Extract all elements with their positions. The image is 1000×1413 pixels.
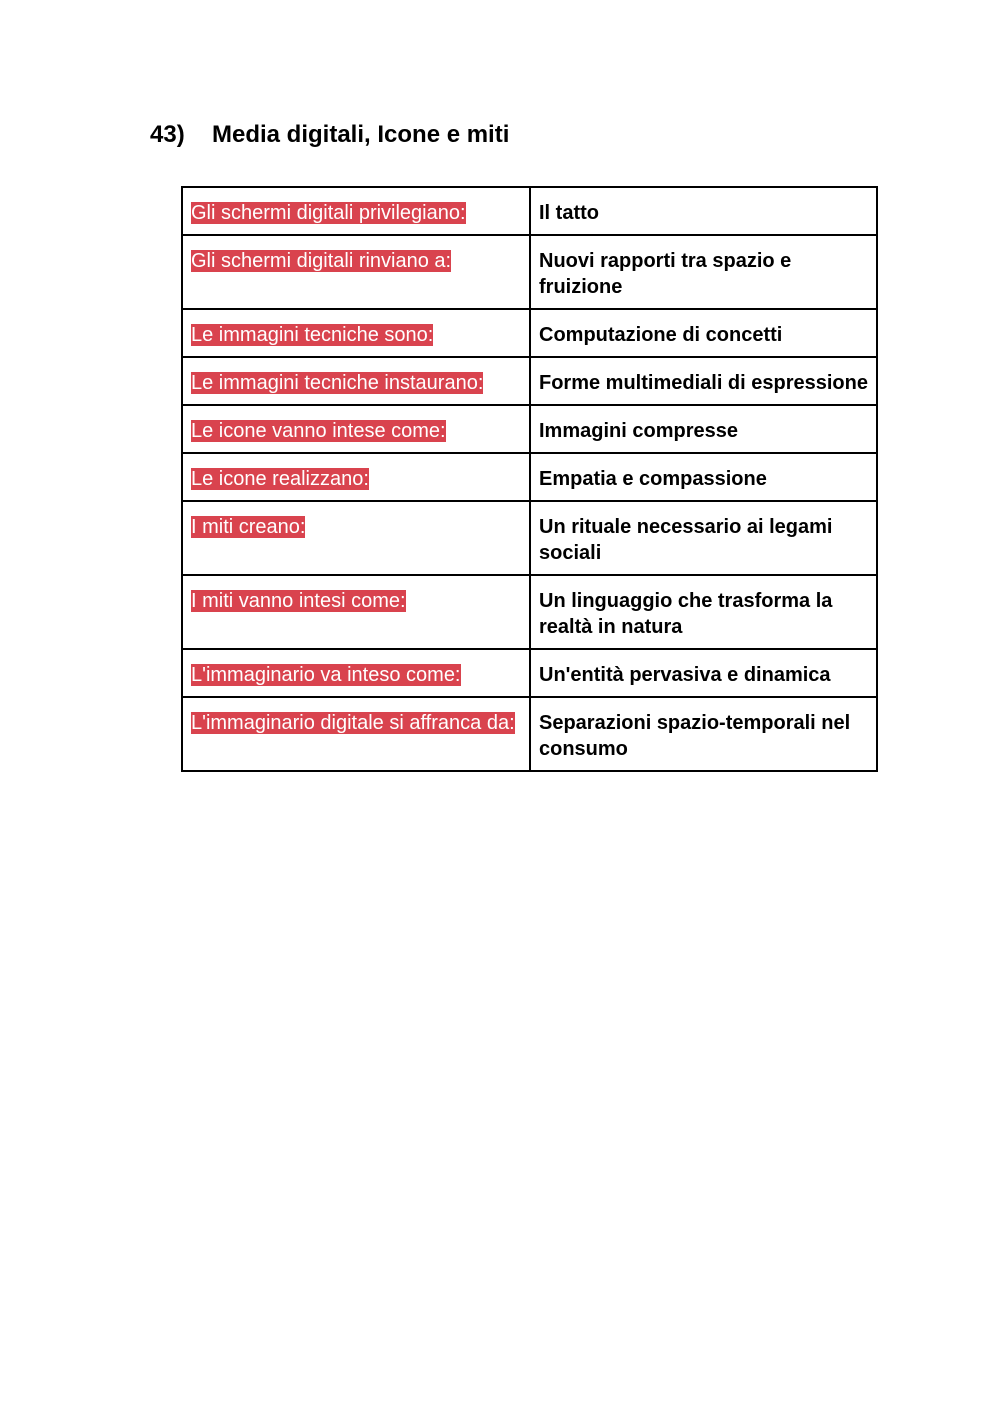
question-cell [182,357,530,405]
answer-text: Computazione di concetti [539,324,783,346]
question-cell [182,453,530,501]
section-heading [150,120,509,150]
answer-cell [530,453,877,501]
question-text: L'immaginario va inteso come: [191,664,461,686]
table-row [182,501,877,575]
table-row [182,697,877,771]
table-row [182,649,877,697]
table-row [182,309,877,357]
answer-cell [530,187,877,235]
question-cell [182,697,530,771]
question-cell [182,501,530,575]
section-title: Media digitali, Icone e miti [212,121,510,148]
question-cell [182,575,530,649]
question-text: I miti creano: [191,516,306,538]
question-cell [182,649,530,697]
question-text: L'immaginario digitale si affranca da: [191,712,515,734]
answer-cell [530,309,877,357]
table-row [182,235,877,309]
answer-cell [530,649,877,697]
answer-text: Il tatto [539,202,599,224]
table-row [182,575,877,649]
answer-cell [530,697,877,771]
answer-text: Un'entità pervasiva e dinamica [539,664,831,686]
answer-text: Un linguaggio che trasforma la realtà in natura [539,590,833,638]
question-text: Gli schermi digitali rinviano a: [191,250,452,272]
answer-text: Empatia e compassione [539,468,767,490]
answer-cell [530,357,877,405]
section-number: 43) [150,121,185,148]
answer-text: Forme multimediali di espressione [539,372,868,394]
table-row [182,453,877,501]
question-cell [182,235,530,309]
question-text: Le immagini tecniche instaurano: [191,372,484,394]
answer-cell [530,235,877,309]
answer-text: Nuovi rapporti tra spazio e fruizione [539,250,792,298]
question-text: Gli schermi digitali privilegiano: [191,202,466,224]
table-row [182,405,877,453]
question-cell [182,187,530,235]
question-text: Le icone vanno intese come: [191,420,446,442]
qa-table [181,186,878,772]
question-cell [182,309,530,357]
answer-text: Immagini compresse [539,420,738,442]
table-row [182,187,877,235]
question-text: Le immagini tecniche sono: [191,324,434,346]
question-text: Le icone realizzano: [191,468,369,490]
answer-cell [530,575,877,649]
table-row [182,357,877,405]
answer-text: Separazioni spazio-temporali nel consumo [539,712,851,760]
answer-cell [530,501,877,575]
answer-cell [530,405,877,453]
question-cell [182,405,530,453]
answer-text: Un rituale necessario ai legami sociali [539,516,833,564]
question-text: I miti vanno intesi come: [191,590,406,612]
